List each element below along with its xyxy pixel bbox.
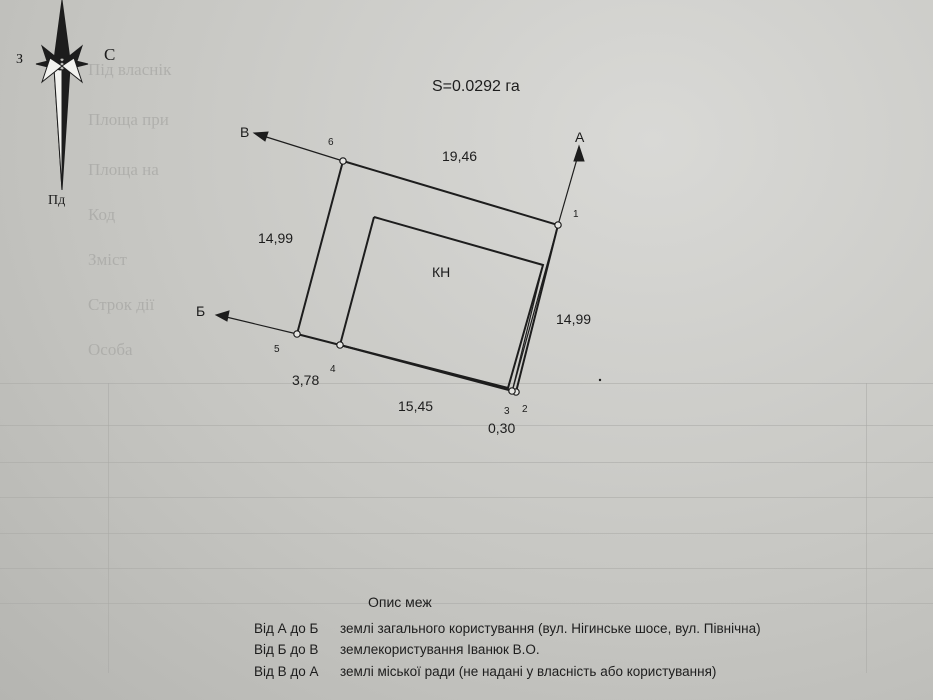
dimension-bottom-short: 3,78 (292, 372, 320, 388)
parcel-boundary (297, 161, 558, 392)
area-label: S=0.0292 га (432, 78, 520, 95)
dimension-left: 14,99 (258, 230, 294, 246)
legend-row (254, 664, 716, 679)
point-label-3: 3 (504, 406, 510, 417)
dimension-top: 19,46 (442, 148, 478, 164)
point-label-6: 6 (328, 137, 334, 148)
point-label-4: 4 (330, 364, 336, 375)
point-label-1: 1 (573, 209, 579, 220)
vertex-6 (340, 158, 346, 164)
vertex-5 (294, 331, 300, 337)
dimension-right: 14,99 (556, 311, 592, 327)
point-label-5: 5 (274, 344, 280, 355)
legend-title: Опис меж (368, 594, 432, 610)
legend-desc: землекористування Іванюк В.О. (340, 642, 540, 657)
compass-icon (36, 0, 88, 190)
parcel-inner-edge (512, 225, 558, 392)
building-label: КН (432, 264, 451, 280)
dimension-bottom-long: 15,45 (398, 398, 434, 414)
building-outline (340, 217, 543, 388)
direction-b-label: Б (196, 303, 206, 319)
legend-desc: землі загального користування (вул. Нігинське шосе, вул. Північна) (340, 621, 761, 636)
dimension-corner: 0,30 (488, 420, 516, 436)
arrow-b (222, 316, 297, 334)
legend-row (254, 642, 540, 657)
vertex-3 (509, 388, 515, 394)
direction-a-label: А (575, 129, 585, 145)
point-label-2: 2 (522, 404, 528, 415)
legend-from-to: Від В до А (254, 664, 319, 679)
compass-south-label: Пд (48, 193, 66, 208)
legend-from-to: Від А до Б (254, 621, 319, 636)
vertex-4 (337, 342, 343, 348)
compass-west-label: З (16, 52, 24, 67)
legend-desc: землі міської ради (не надані у власність або користування) (340, 664, 717, 679)
legend-from-to: Від Б до В (254, 642, 319, 657)
direction-v-label: В (240, 124, 250, 140)
compass-east-label: С (104, 45, 116, 64)
vertex-1 (555, 222, 561, 228)
legend-row (254, 621, 761, 636)
